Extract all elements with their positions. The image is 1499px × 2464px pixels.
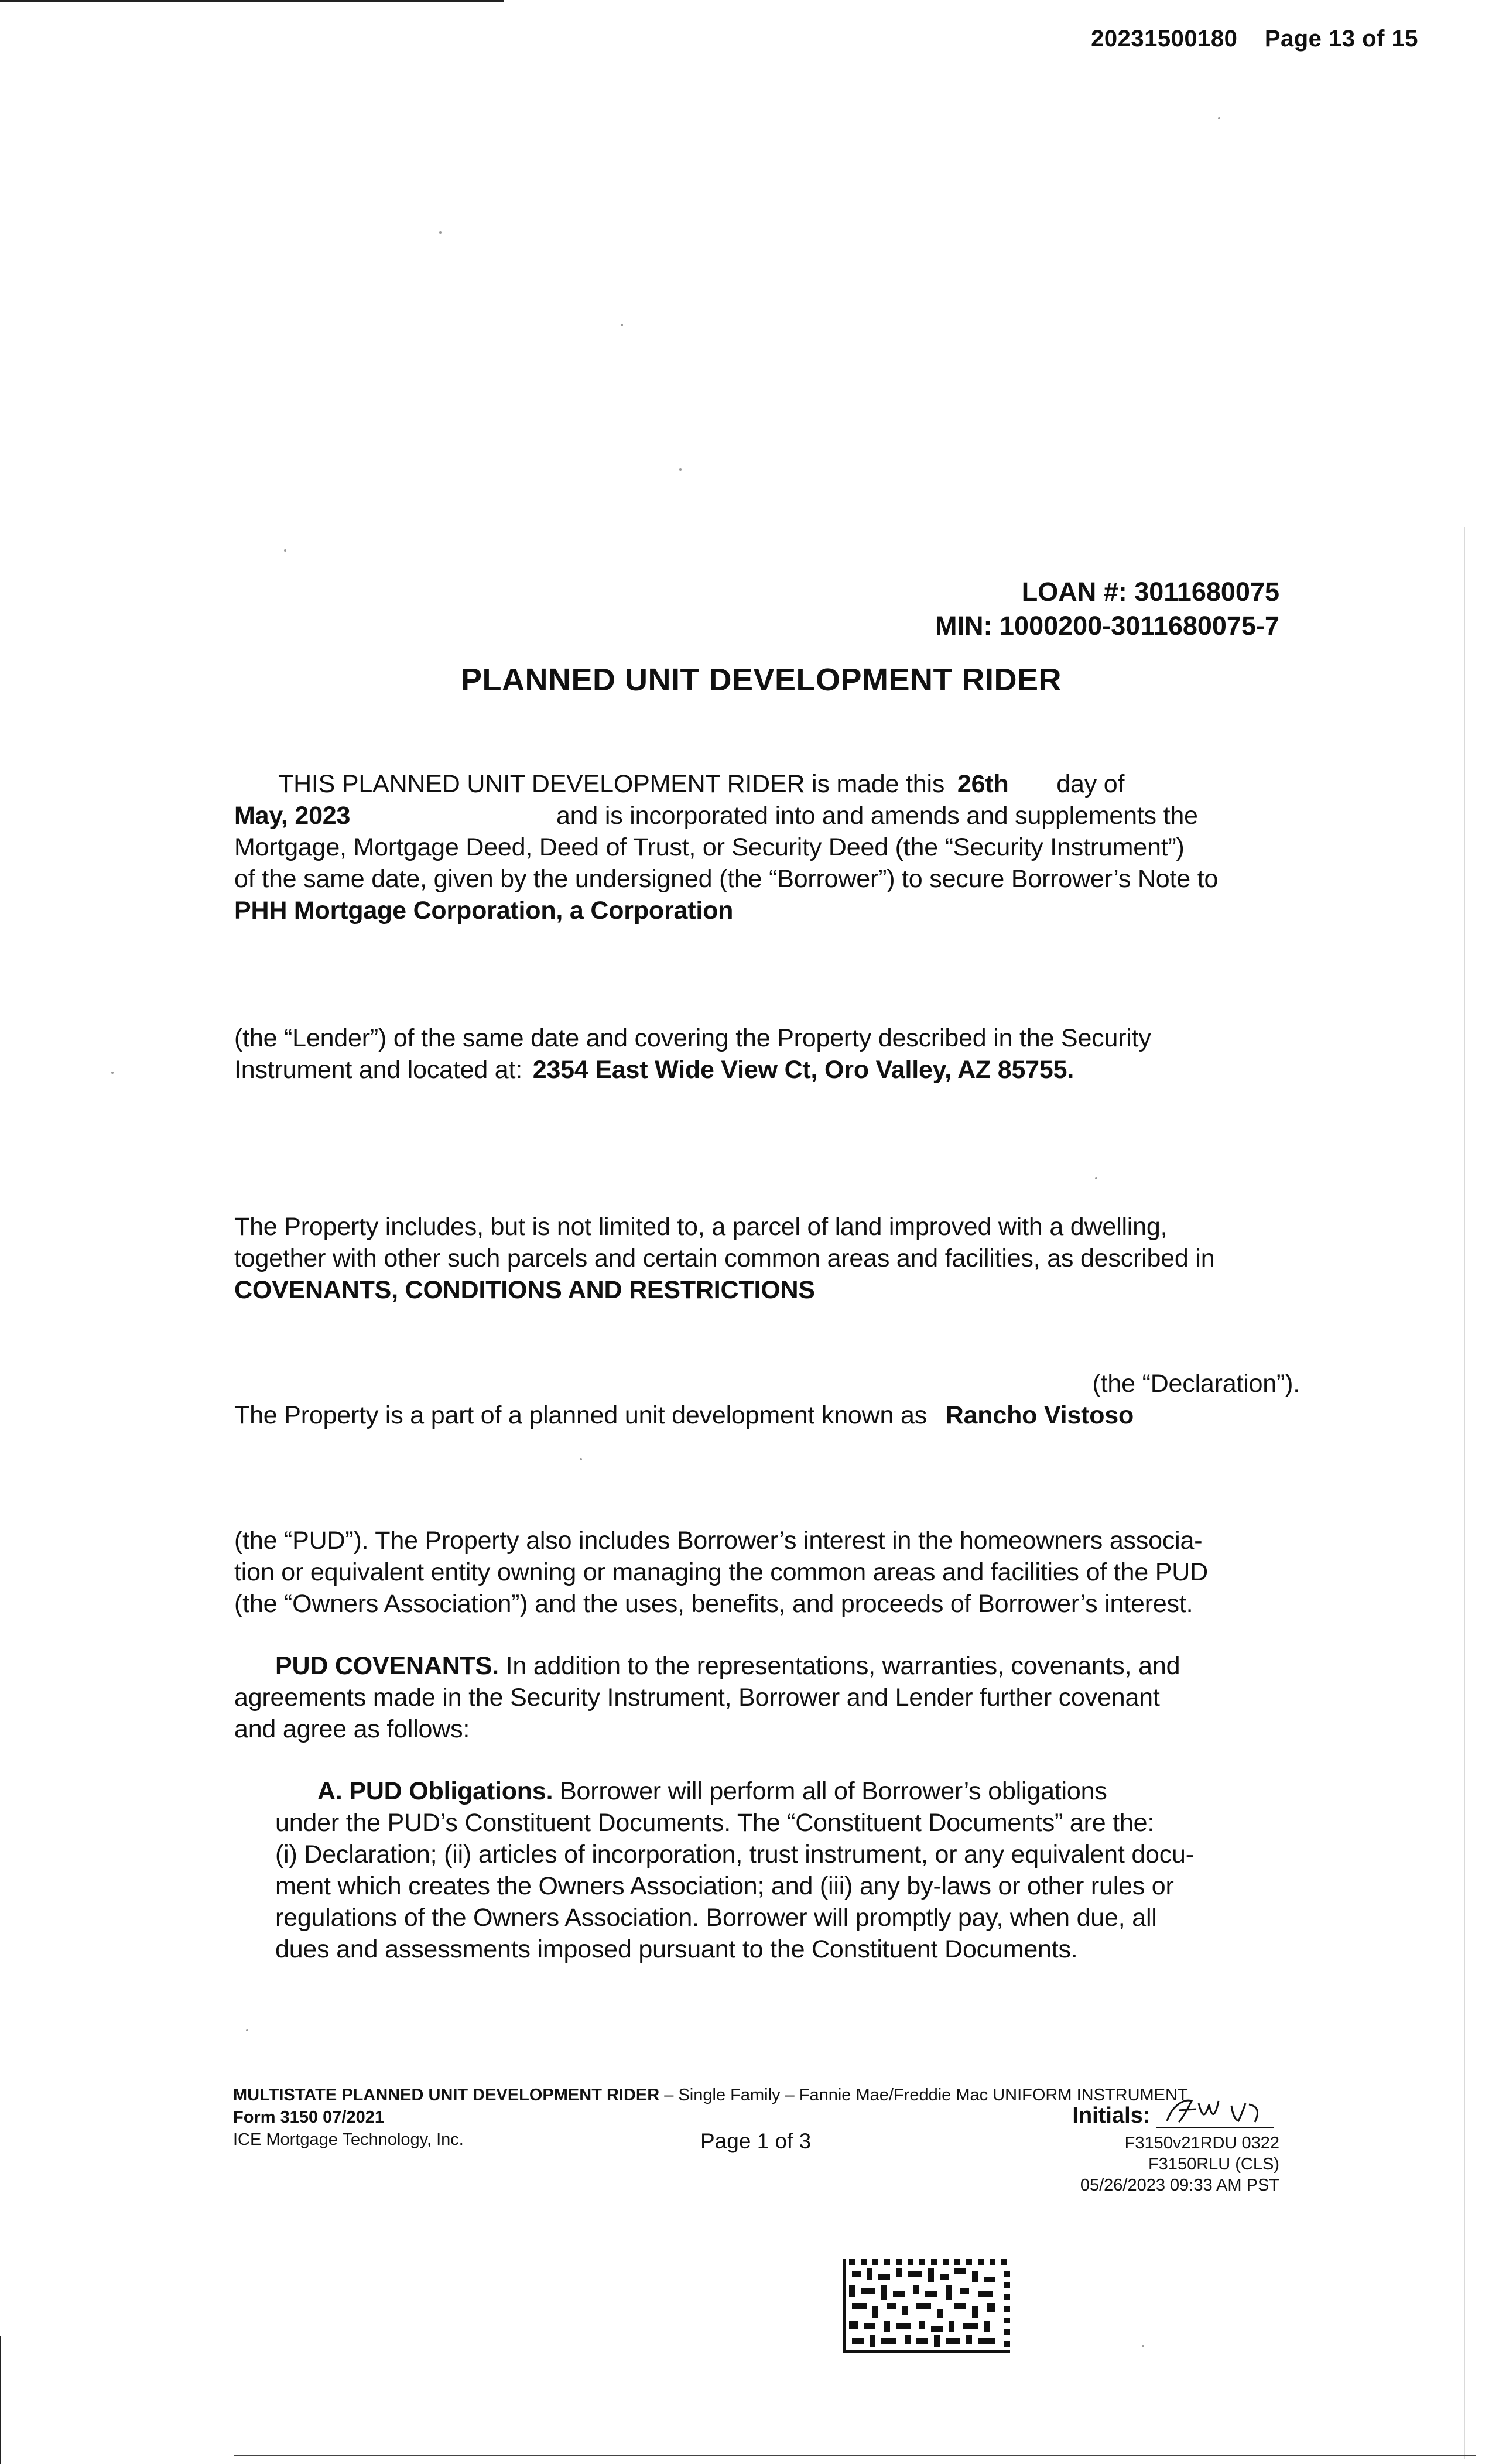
2d-barcode [843, 2259, 1010, 2353]
footer-line-1 [233, 2085, 1287, 2106]
lender-paragraph [234, 1022, 1282, 1086]
pud-line-2: tion or equivalent entity owning or managing the common areas and facilities of the PUD [234, 1558, 1208, 1586]
section-a-line-3: (i) Declaration; (ii) articles of incorporation, trust instrument, or any equivalent docu- [275, 1840, 1194, 1868]
intro-line-4: of the same date, given by the undersigned (the “Borrower”) to secure Borrower’s Note to [234, 865, 1219, 893]
scan-speck [580, 1458, 582, 1460]
rider-day: 26th [957, 770, 1009, 798]
initials-field [1156, 2106, 1274, 2128]
pud-prefix: The Property is a part of a planned unit development known as [234, 1401, 927, 1429]
page-counter: Page 13 of 15 [1264, 26, 1418, 52]
covenants-text: In addition to the representations, warranties, covenants, and [505, 1652, 1180, 1680]
document-title: PLANNED UNIT DEVELOPMENT RIDER [460, 662, 1062, 697]
form-company: ICE Mortgage Technology, Inc. [233, 2130, 464, 2149]
scan-top-line [0, 0, 504, 2]
covenants-paragraph [234, 1650, 1282, 1745]
scan-speck [1218, 117, 1220, 119]
intro-line-3: Mortgage, Mortgage Deed, Deed of Trust, or Security Deed (the “Security Instrument”) [234, 833, 1185, 861]
scan-speck [1142, 2345, 1144, 2347]
property-line-1: The Property includes, but is not limited to, a parcel of land improved with a dwelling, [234, 1213, 1168, 1241]
declaration-title: COVENANTS, CONDITIONS AND RESTRICTIONS [234, 1276, 815, 1304]
page-identifier [1091, 26, 1418, 52]
scan-speck [439, 231, 442, 234]
intro-line-1 [234, 768, 1282, 800]
covenants-line-1 [234, 1650, 1282, 1682]
scan-speck [1095, 1177, 1097, 1179]
scan-speck [679, 468, 682, 471]
section-a-line-6: dues and assessments imposed pursuant to the Constituent Documents. [275, 1935, 1078, 1963]
covenants-line-3: and agree as follows: [234, 1715, 470, 1743]
min-number: MIN: 1000200-3011680075-7 [935, 611, 1279, 641]
pud-line-1: (the “PUD”). The Property also includes Borrower’s interest in the homeowners associa- [234, 1527, 1203, 1555]
section-a [275, 1775, 1282, 1965]
form-page-number: Page 1 of 3 [700, 2129, 812, 2153]
scan-left-edge [0, 2336, 1, 2464]
address-prefix: Instrument and located at: [234, 1056, 522, 1084]
pud-line-3: (the “Owners Association”) and the uses, benefits, and proceeds of Borrower’s interest. [234, 1590, 1193, 1618]
property-paragraph [234, 1211, 1282, 1306]
form-code-version: F3150v21RDU 0322 [1124, 2134, 1279, 2152]
section-a-line-1 [275, 1775, 1282, 1807]
scan-speck [621, 324, 623, 326]
section-a-heading: A. PUD Obligations. [317, 1777, 553, 1805]
property-address: 2354 East Wide View Ct, Oro Valley, AZ 85755. [532, 1056, 1074, 1084]
section-a-line-2: under the PUD’s Constituent Documents. The “Constituent Documents” are the: [275, 1809, 1155, 1837]
covenants-heading: PUD COVENANTS. [275, 1652, 499, 1680]
form-code-cls: F3150RLU (CLS) [1148, 2155, 1279, 2174]
property-line-2: together with other such parcels and certain common areas and facilities, as described in [234, 1244, 1215, 1272]
covenants-line-2: agreements made in the Security Instrument, Borrower and Lender further covenant [234, 1683, 1160, 1712]
pud-name-line [234, 1399, 1282, 1431]
initials-label: Initials: [1072, 2103, 1151, 2128]
section-a-text: Borrower will perform all of Borrower’s obligations [560, 1777, 1107, 1805]
form-codes [1080, 2133, 1279, 2196]
pud-name: Rancho Vistoso [945, 1401, 1134, 1429]
section-a-line-4: ment which creates the Owners Association; and (iii) any by-laws or other rules or [275, 1872, 1174, 1900]
form-subtitle: – Single Family – Fannie Mae/Freddie Mac UNIFORM INSTRUMENT [664, 2086, 1188, 2104]
intro-text: THIS PLANNED UNIT DEVELOPMENT RIDER is made this [278, 770, 945, 798]
form-title: MULTISTATE PLANNED UNIT DEVELOPMENT RIDER [233, 2086, 660, 2104]
scan-speck [284, 549, 286, 552]
intro-paragraph [234, 768, 1282, 926]
loan-number: LOAN #: 3011680075 [1021, 577, 1279, 607]
lender-name: PHH Mortgage Corporation, a Corporation [234, 896, 734, 925]
section-a-line-5: regulations of the Owners Association. Borrower will promptly pay, when due, all [275, 1904, 1157, 1932]
rider-date: May, 2023 [234, 802, 351, 830]
scan-right-edge [1464, 527, 1465, 2459]
initials-signature [1161, 2093, 1272, 2128]
form-footer [233, 2085, 1287, 2106]
intro-line-2 [234, 800, 1282, 831]
loan-info-block [935, 575, 1279, 643]
declaration-label: (the “Declaration”). [1092, 1370, 1300, 1398]
scan-bottom-edge [234, 2455, 1476, 2456]
form-number: Form 3150 07/2021 [233, 2108, 384, 2127]
scan-speck [111, 1072, 114, 1074]
intro-text: day of [1056, 770, 1125, 798]
scan-speck [246, 2029, 248, 2031]
document-number: 20231500180 [1091, 26, 1238, 52]
lender-line-1: (the “Lender”) of the same date and covering the Property described in the Security [234, 1024, 1151, 1052]
lender-line-2 [234, 1054, 1282, 1086]
intro-text: and is incorporated into and amends and supplements the [556, 802, 1198, 830]
pud-paragraph [234, 1525, 1282, 1620]
generated-timestamp: 05/26/2023 09:33 AM PST [1080, 2176, 1279, 2195]
initials-block [1072, 2103, 1274, 2128]
